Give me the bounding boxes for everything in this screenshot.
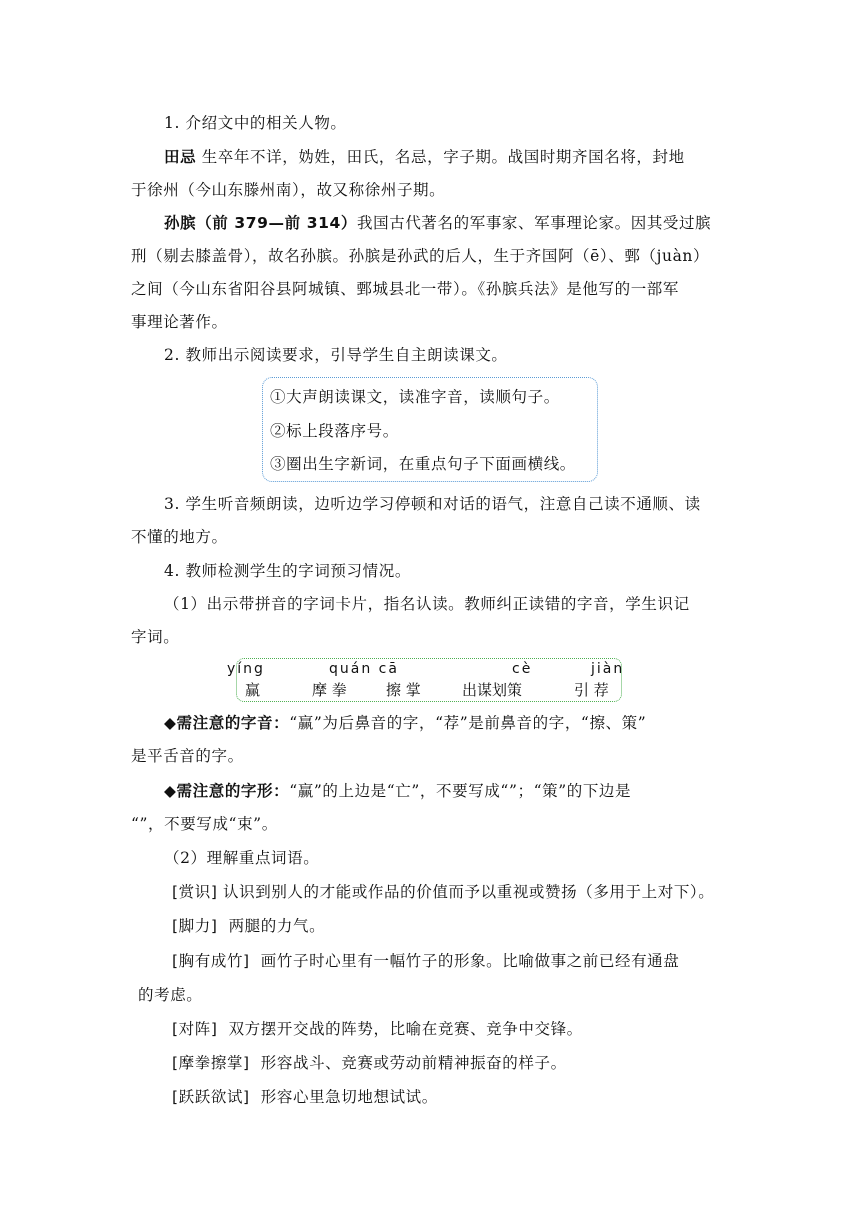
sunbin-text-3: 之间（今山东省阳谷县阿城镇、鄄城县北一带）。《孙膑兵法》是他写的一部军 — [131, 280, 680, 298]
step-3-line-1: 3. 学生听音频朗读，边听边学习停顿和对话的语气，注意自己读不通顺、读 — [164, 495, 701, 513]
tianji-name: 田忌 — [164, 148, 197, 166]
vocab-term: [对阵] — [172, 1020, 218, 1038]
sunbin-text-4: 事理论著作。 — [131, 313, 228, 331]
pinyin-ce: cè — [512, 661, 533, 677]
pinyin-quan-ca: quán cā — [329, 661, 399, 677]
vocab-def: 形容战斗、竞赛或劳动前精神振奋的样子。 — [260, 1054, 567, 1072]
requirement-3: ③圈出生字新词，在重点句子下面画横线。 — [270, 455, 576, 473]
step-4-1-line-2: 字词。 — [131, 628, 180, 646]
pinyin-ying: yíng — [227, 661, 265, 677]
vocab-term: [胸有成竹] — [172, 952, 250, 970]
vocab-jiaoli — [172, 916, 325, 936]
vocab-term: [摩拳擦掌] — [172, 1054, 250, 1072]
vocab-shangshi — [172, 882, 714, 902]
sunbin-text-2: 刑（剔去膝盖骨），故名孙膑。孙膑是孙武的后人，生于齐国阿（ē）、鄄（juàn） — [131, 247, 710, 265]
vocab-def-continued: 的考虑。 — [138, 986, 203, 1004]
note-shape-text-1: “赢”的上边是“亡”，不要写成“”；“策”的下边是 — [289, 782, 632, 800]
vocab-yueyueyushi — [172, 1087, 438, 1107]
vocab-term: [脚力] — [172, 917, 218, 935]
vocab-def: 两腿的力气。 — [228, 917, 326, 935]
tianji-text-1: 生卒年不详，妫姓，田氏，名忌，字子期。战国时期齐国名将，封地 — [201, 148, 685, 166]
vocab-term: [赏识] — [172, 883, 218, 901]
note-sound-label: ◆需注意的字音： — [164, 714, 290, 732]
pinyin-jian: jiàn — [591, 661, 625, 677]
word-yinjian: 引 荐 — [574, 681, 609, 699]
requirement-1: ①大声朗读课文，读准字音，读顺句子。 — [270, 388, 560, 406]
vocab-duizhen — [172, 1019, 583, 1039]
sunbin-paragraph — [164, 213, 711, 233]
vocab-def: 形容心里急切地想试试。 — [260, 1088, 438, 1106]
note-shape-line-1 — [164, 781, 631, 801]
tianji-paragraph — [164, 147, 685, 167]
vocab-xiongyouchengzhu — [172, 951, 679, 971]
tianji-text-2: 于徐州（今山东滕州南），故又称徐州子期。 — [131, 181, 446, 199]
vocab-term: [跃跃欲试] — [172, 1088, 250, 1106]
note-sound-text-1: “赢”为后鼻音的字，“荐”是前鼻音的字，“擦、策” — [289, 714, 647, 732]
word-chumouhuace: 出谋划策 — [462, 681, 523, 699]
vocab-moquancazhang — [172, 1053, 567, 1073]
step-2: 2. 教师出示阅读要求，引导学生自主朗读课文。 — [164, 346, 508, 364]
vocab-def: 画竹子时心里有一幅竹子的形象。比喻做事之前已经有通盘 — [260, 952, 680, 970]
note-shape-label: ◆需注意的字形： — [164, 782, 290, 800]
requirement-2: ②标上段落序号。 — [270, 422, 399, 440]
word-card-box — [236, 658, 625, 702]
sunbin-text-1: 我国古代著名的军事家、军事理论家。因其受过膑 — [357, 214, 712, 232]
step-4: 4. 教师检测学生的字词预习情况。 — [164, 562, 411, 580]
word-cazhang: 擦 掌 — [386, 681, 421, 699]
word-moquan: 摩 拳 — [312, 681, 347, 699]
step-4-2: （2）理解重点词语。 — [164, 849, 320, 867]
note-sound-text-2: 是平舌音的字。 — [131, 747, 244, 765]
sunbin-name: 孙膑（前 379—前 314） — [164, 214, 358, 232]
note-shape-text-2: “”，不要写成“束”。 — [131, 815, 278, 833]
step-1: 1. 介绍文中的相关人物。 — [164, 114, 347, 132]
word-ying: 赢 — [245, 681, 261, 699]
step-4-1-line-1: （1）出示带拼音的字词卡片，指名认读。教师纠正读错的字音，学生识记 — [164, 595, 690, 613]
vocab-def: 认识到别人的才能或作品的价值而予以重视或赞扬（多用于上对下）。 — [223, 883, 715, 901]
note-sound-line-1 — [164, 713, 646, 733]
vocab-def: 双方摆开交战的阵势，比喻在竞赛、竞争中交锋。 — [228, 1020, 583, 1038]
step-3-line-2: 不懂的地方。 — [131, 528, 228, 546]
